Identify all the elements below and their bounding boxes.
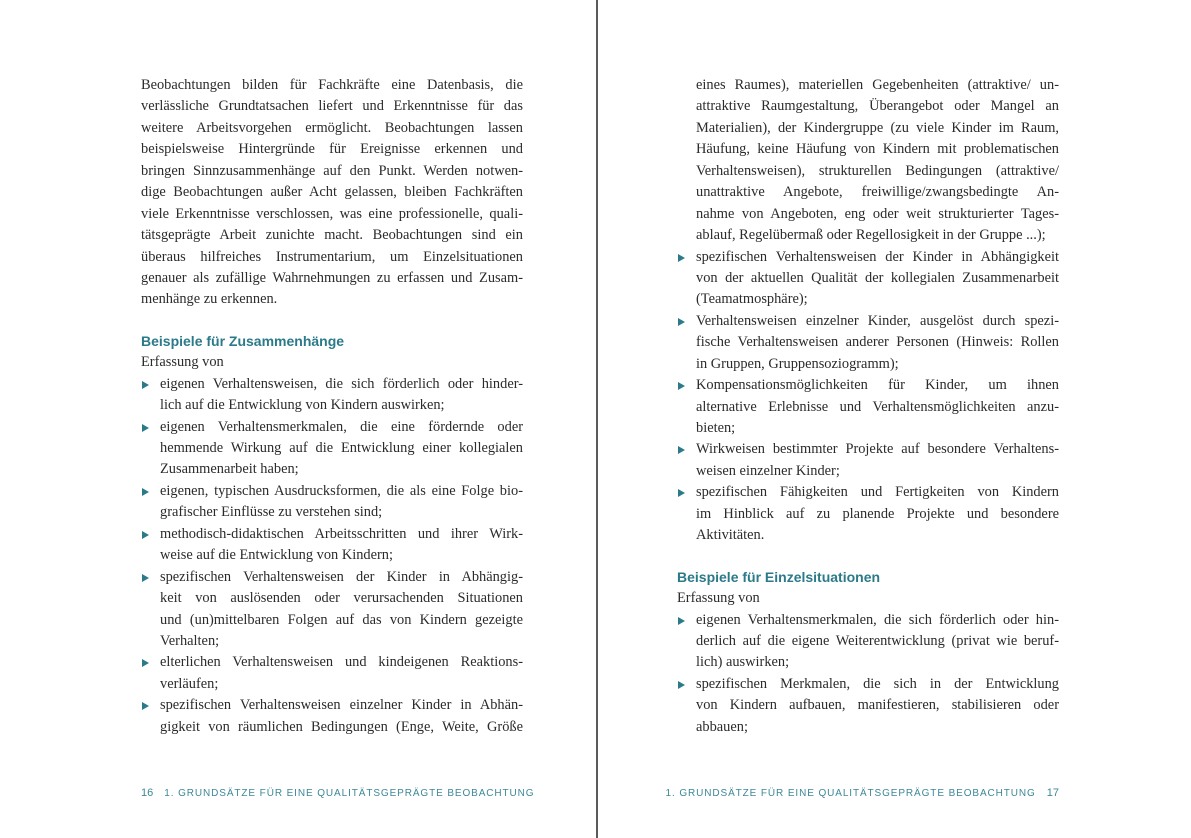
text-line: hemmende Wirkung auf die Entwicklung einer kollegialen [160, 440, 523, 457]
triangle-bullet-icon [142, 424, 149, 432]
text-line: weitere Arbeitsvorgehen ermöglicht. Beobachtungen lassen [141, 119, 523, 136]
triangle-bullet-icon [678, 617, 685, 625]
left-page [141, 75, 523, 738]
text-line: keit von auslösenden oder verursachenden Situationen [160, 590, 523, 607]
text-line: bieten; [696, 420, 736, 436]
bullet-list [677, 610, 1059, 739]
text-line: grafischer Einflüsse zu verstehen sind; [160, 504, 383, 521]
triangle-bullet-icon [142, 381, 149, 389]
text-line: elterlichen Verhaltensweisen und kindeigenen Reaktions- [160, 654, 523, 671]
text-line: spezifischen Merkmalen, die sich in der Entwicklung [696, 675, 1059, 692]
running-head: 1. GRUNDSÄTZE FÜR EINE QUALITÄTSGEPRÄGTE BEOBACHTUNG [665, 788, 1036, 799]
triangle-bullet-icon [678, 446, 685, 454]
text-line: fische Verhaltensweisen anderer Personen (Hinweis: Rollen [696, 334, 1059, 351]
text-line: überaus hilfreiches Instrumentarium, um Einzelsituationen [141, 248, 523, 265]
text-line: eigenen Verhaltensmerkmalen, die eine fördernde oder [160, 418, 523, 435]
text-line: verlässliche Grundtatsachen liefert und Erkenntnisse für das [141, 98, 523, 115]
triangle-bullet-icon [678, 254, 685, 262]
text-line: weisen einzelner Kinder; [696, 462, 840, 479]
list-item [141, 652, 523, 695]
text-line: attraktive Raumgestaltung, Überangebot oder Mangel an [696, 98, 1059, 115]
footer-left [141, 787, 534, 799]
right-page [677, 75, 1059, 738]
section-heading: Beispiele für Zusammenhänge [141, 332, 345, 349]
triangle-bullet-icon [678, 318, 685, 326]
list-item [141, 524, 523, 567]
bullet-list [141, 374, 523, 738]
text-line: spezifischen Verhaltensweisen der Kinder in Abhängig- [160, 568, 523, 585]
text-line: eines Raumes), materiellen Gegebenheiten (attraktive/ un- [696, 77, 1059, 93]
lead-text: Erfassung von [141, 354, 224, 371]
text-line: methodisch-didaktischen Arbeitsschritten und ihrer Wirk- [160, 525, 523, 542]
text-line: tätsgeprägte Arbeit zunichte macht. Beobachtungen sind ein [141, 227, 523, 244]
text-line: eigenen, typischen Ausdrucksformen, die als eine Folge bio- [160, 482, 523, 499]
section-heading: Beispiele für Einzelsituationen [677, 568, 881, 585]
text-line: Häufung, keine Häufung von Kindern mit problematischen [696, 141, 1059, 158]
triangle-bullet-icon [142, 488, 149, 496]
bullet-list [677, 247, 1059, 547]
text-line: ablauf, Regelübermaß oder Regellosigkeit in der Gruppe ...); [696, 227, 1046, 244]
text-line: verläufen; [160, 675, 219, 692]
text-line: dige Beobachtungen außer Acht gelassen, bleiben Fachkräften [141, 184, 523, 201]
list-item [677, 439, 1059, 482]
text-line: von Kindern aufbauen, manifestieren, stabilisieren oder [696, 697, 1059, 714]
text-line: in Gruppen, Gruppensoziogramm); [696, 355, 899, 372]
text-line: Beobachtungen bilden für Fachkräfte eine Datenbasis, die [141, 77, 523, 93]
text-line: spezifischen Verhaltensweisen der Kinder in Abhängigkeit [696, 248, 1059, 265]
intro-paragraph [141, 75, 523, 311]
text-line: Verhaltensweisen), strukturellen Bedingungen (attraktive/ [696, 162, 1059, 179]
text-line: gigkeit von räumlichen Bedingungen (Enge, Weite, Größe [160, 718, 523, 735]
text-line: Verhalten; [160, 632, 220, 649]
page-gutter [596, 0, 598, 838]
bullet-continuation [677, 75, 1059, 247]
text-line: unattraktive Angebote, freiwillige/zwangsbedingte An- [696, 184, 1059, 201]
text-line: Kompensationsmöglichkeiten für Kinder, um ihnen [696, 377, 1059, 394]
triangle-bullet-icon [142, 574, 149, 582]
triangle-bullet-icon [678, 489, 685, 497]
text-line: abbauen; [696, 718, 748, 735]
text-line: beispielsweise Hintergründe für Ereignisse erkennen und [141, 141, 523, 158]
text-line: spezifischen Fähigkeiten und Fertigkeiten von Kindern [696, 484, 1059, 501]
triangle-bullet-icon [678, 681, 685, 689]
page-number: 17 [1046, 787, 1059, 799]
text-line: eigenen Verhaltensmerkmalen, die sich förderlich oder hin- [696, 611, 1059, 628]
list-item [677, 311, 1059, 375]
text-line: Verhaltensweisen einzelner Kinder, ausgelöst durch spezi- [696, 312, 1059, 329]
footer-right [666, 787, 1059, 799]
text-line: und (un)mittelbaren Folgen auf das von Kindern gezeigte [160, 611, 523, 628]
list-item [677, 247, 1059, 311]
list-item [141, 567, 523, 653]
text-line: lich auf die Entwicklung von Kindern auswirken; [160, 397, 445, 414]
text-line: derlich auf die eigene Weiterentwicklung (privat wie beruf- [696, 632, 1059, 649]
list-item [141, 695, 523, 738]
text-line: Materialien), der Kindergruppe (zu viele Kinder im Raum, [696, 119, 1059, 136]
text-line: genauer als zufällige Wahrnehmungen zu erfassen und Zusam- [141, 269, 523, 286]
list-item [141, 481, 523, 524]
list-item [677, 482, 1059, 546]
text-line: weise auf die Entwicklung von Kindern; [160, 547, 393, 564]
text-line: alternative Erlebnisse und Verhaltensmöglichkeiten anzu- [696, 398, 1059, 415]
text-line: Wirkweisen bestimmter Projekte auf besondere Verhaltens- [696, 441, 1059, 458]
text-line: eigenen Verhaltensweisen, die sich förderlich oder hinder- [160, 375, 523, 392]
text-line: im Hinblick auf zu planende Projekte und besondere [696, 505, 1059, 522]
page-number: 16 [141, 787, 154, 799]
lead-text: Erfassung von [677, 590, 760, 607]
text-line: bringen Sinnzusammenhänge auf den Punkt. Werden notwen- [141, 162, 523, 179]
text-line: (Teamatmosphäre); [696, 291, 808, 308]
list-item [677, 610, 1059, 674]
list-item [141, 417, 523, 481]
running-head: 1. GRUNDSÄTZE FÜR EINE QUALITÄTSGEPRÄGTE BEOBACHTUNG [164, 788, 535, 799]
text-line: lich) auswirken; [696, 654, 790, 671]
text-line: Aktivitäten. [696, 527, 765, 544]
text-line: nahme von Angeboten, eng oder weit strukturierter Tages- [696, 205, 1059, 222]
text-line: menhänge zu erkennen. [141, 291, 278, 308]
text-line: Zusammenarbeit haben; [160, 461, 299, 478]
list-item [141, 374, 523, 417]
triangle-bullet-icon [142, 702, 149, 710]
text-line: viele Erkenntnisse verschlossen, was eine professionelle, quali- [141, 205, 523, 222]
triangle-bullet-icon [142, 531, 149, 539]
list-item [677, 674, 1059, 738]
list-item [677, 375, 1059, 439]
triangle-bullet-icon [678, 382, 685, 390]
triangle-bullet-icon [142, 659, 149, 667]
text-line: von der aktuellen Qualität der kollegialen Zusammenarbeit [696, 269, 1059, 286]
text-line: spezifischen Verhaltensweisen einzelner Kinder in Abhän- [160, 697, 523, 714]
